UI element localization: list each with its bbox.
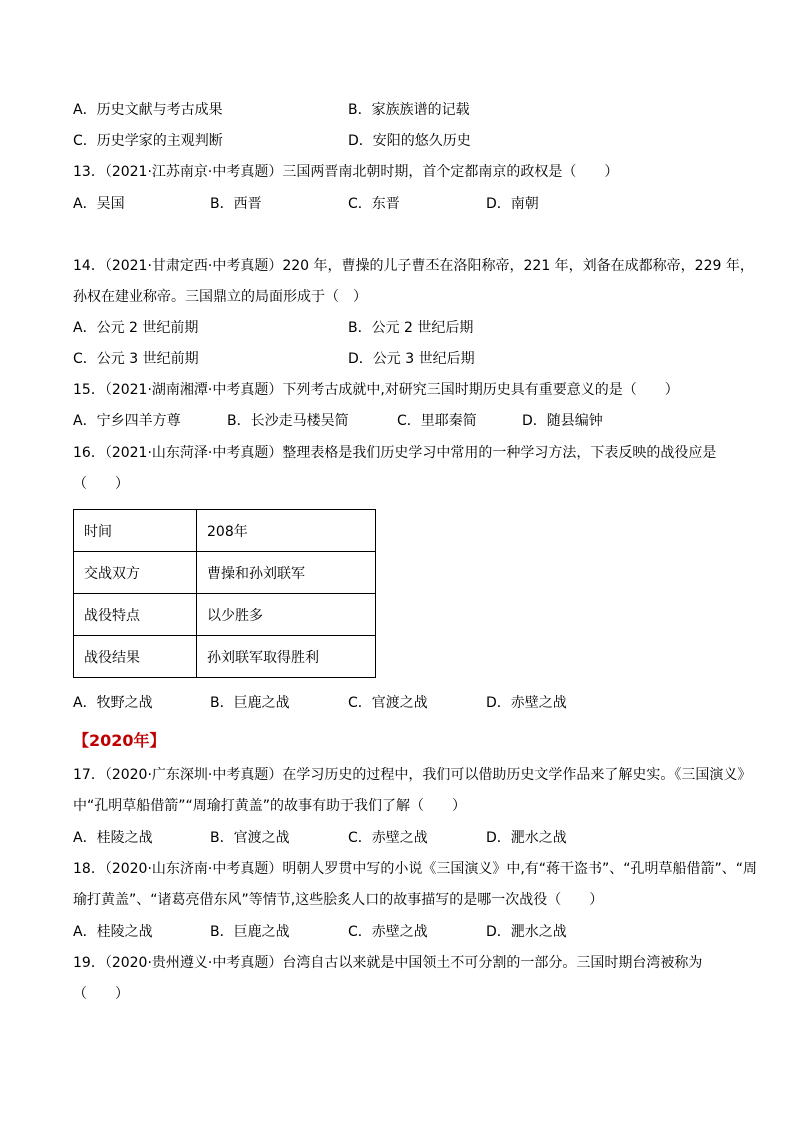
q14-option-a: A．公元 2 世纪前期 [73,320,199,336]
q15-option-c: C．里耶秦简 [397,413,477,429]
table-label: 时间 [74,510,197,552]
q13-stem: 13．（2021·江苏南京·中考真题）三国两晋南北朝时期，首个定都南京的政权是（ ） [73,164,619,180]
q19-stem-line2: （ ） [73,986,129,1002]
q17-option-b: B．官渡之战 [210,830,290,846]
q15-option-d: D．随县编钟 [522,413,603,429]
q17-option-c: C．赤壁之战 [348,830,428,846]
q16-stem-line2: （ ） [73,476,129,492]
table-value: 以少胜多 [197,594,376,636]
q14-option-b: B．公元 2 世纪后期 [348,320,474,336]
q13-option-c: C．东晋 [348,196,400,212]
q16-option-d: D．赤壁之战 [486,695,567,711]
q13-option-a: A．吴国 [73,196,125,212]
q17-option-d: D．淝水之战 [486,830,567,846]
q18-option-b: B．巨鹿之战 [210,924,290,940]
table-row [74,636,376,678]
q12-option-d: D．安阳的悠久历史 [348,133,471,149]
q18-option-a: A．桂陵之战 [73,924,153,940]
table-row [74,552,376,594]
q14-option-d: D．公元 3 世纪后期 [348,351,475,367]
q16-stem-line1: 16．（2021·山东菏泽·中考真题）整理表格是我们历史学习中常用的一种学习方法，下表反映的战役应是 [73,445,717,461]
q18-stem-line2: 瑜打黄盖”、“诸葛亮借东风”等情节,这些脍炙人口的故事描写的是哪一次战役（ ） [73,892,604,908]
q17-stem-line1: 17．（2020·广东深圳·中考真题）在学习历史的过程中，我们可以借助历史文学作品来了解史实。《三国演义》 [73,767,752,783]
q17-stem-line2: 中“孔明草船借箭”“周瑜打黄盖”的故事有助于我们了解（ ） [73,798,467,814]
table-row [74,594,376,636]
q15-option-b: B．长沙走马楼吴简 [227,413,349,429]
q12-option-b: B．家族族谱的记载 [348,102,470,118]
q12-option-c: C．历史学家的主观判断 [73,133,223,149]
section-heading-2020: 【2020年】 [73,731,166,750]
q16-option-c: C．官渡之战 [348,695,428,711]
q19-stem-line1: 19．（2020·贵州遵义·中考真题）台湾自古以来就是中国领土不可分割的一部分。三国时期台湾被称为 [73,955,703,971]
q13-option-d: D．南朝 [486,196,539,212]
q14-option-c: C．公元 3 世纪前期 [73,351,199,367]
q13-option-b: B．西晋 [210,196,262,212]
q14-stem-line2: 孙权在建业称帝。三国鼎立的局面形成于（ ） [73,289,367,305]
q14-stem-line1: 14．（2021·甘肃定西·中考真题）220 年，曹操的儿子曹丕在洛阳称帝，221 年，刘备在成都称帝，229 年， [73,258,754,274]
table-label: 战役结果 [74,636,197,678]
table-value: 208年 [197,510,376,552]
battle-info-table [73,509,376,678]
q17-option-a: A．桂陵之战 [73,830,153,846]
q15-option-a: A．宁乡四羊方尊 [73,413,181,429]
q15-stem: 15．（2021·湖南湘潭·中考真题）下列考古成就中,对研究三国时期历史具有重要意义的是（ ） [73,382,679,398]
q16-option-b: B．巨鹿之战 [210,695,290,711]
table-label: 交战双方 [74,552,197,594]
q18-option-c: C．赤壁之战 [348,924,428,940]
table-row [74,510,376,552]
q12-option-a: A．历史文献与考古成果 [73,102,223,118]
q18-option-d: D．淝水之战 [486,924,567,940]
table-label: 战役特点 [74,594,197,636]
table-value: 孙刘联军取得胜利 [197,636,376,678]
table-value: 曹操和孙刘联军 [197,552,376,594]
q16-option-a: A．牧野之战 [73,695,153,711]
q18-stem-line1: 18．（2020·山东济南·中考真题）明朝人罗贯中写的小说《三国演义》中,有“蒋干盗书”、“孔明草船借箭”、“周 [73,861,758,877]
